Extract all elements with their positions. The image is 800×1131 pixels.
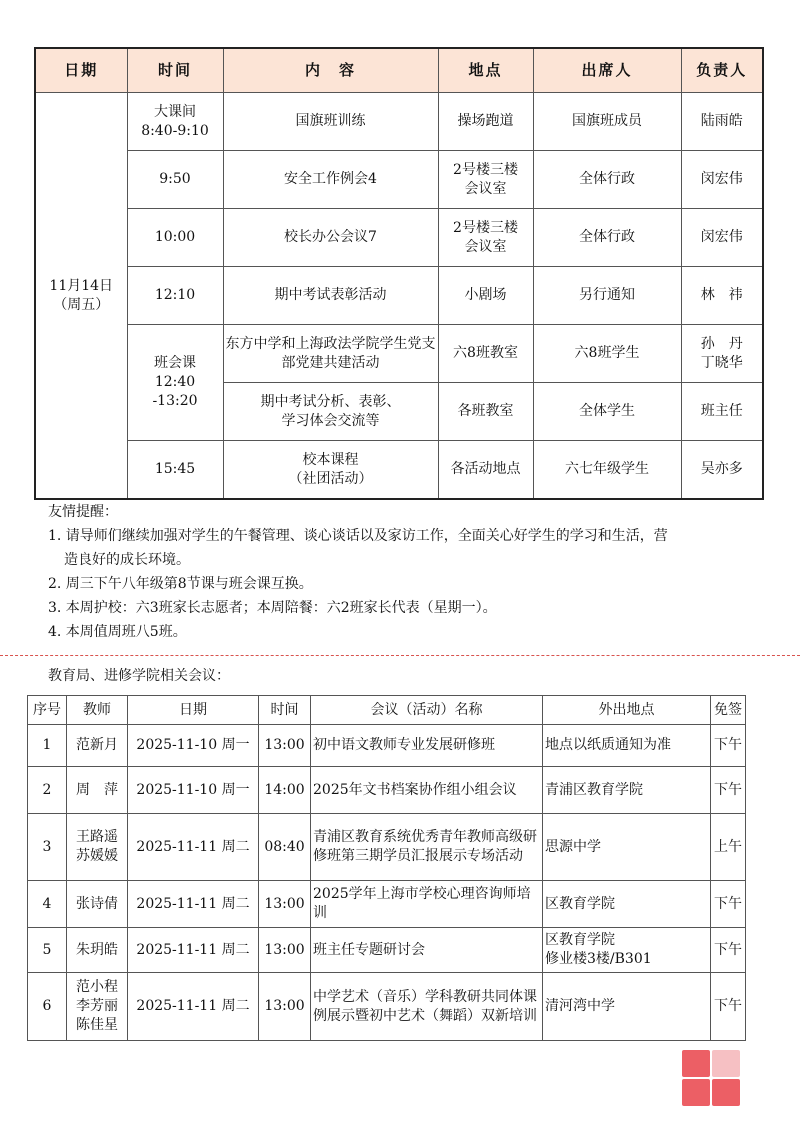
meetings-title: 教育局、进修学院相关会议：: [48, 668, 230, 684]
no-cell: 5: [28, 928, 67, 973]
header-no: 序号: [28, 696, 67, 725]
time-cell: 13:00: [259, 725, 311, 767]
meeting-name-cell: 初中语文教师专业发展研修班: [311, 725, 543, 767]
owner-cell: 陆雨皓: [681, 93, 763, 151]
location-cell: 区教育学院 修业楼3楼/B301: [543, 928, 711, 973]
table-row: [35, 267, 763, 325]
header-attendees: 出席人: [533, 48, 681, 93]
content-cell: 安全工作例会4: [223, 151, 438, 209]
attendees-cell: 国旗班成员: [533, 93, 681, 151]
teacher-cell: 范小程 李芳丽 陈佳星: [67, 973, 128, 1041]
content-cell: 期中考试表彰活动: [223, 267, 438, 325]
time-cell: 15:45: [127, 441, 223, 500]
date-cell: 2025-11-11 周二: [128, 973, 259, 1041]
reminders-title: 友情提醒：: [48, 504, 118, 520]
no-cell: 3: [28, 814, 67, 881]
date-cell: 2025-11-11 周二: [128, 881, 259, 928]
no-cell: 1: [28, 725, 67, 767]
attendees-cell: 六七年级学生: [533, 441, 681, 500]
meeting-name-cell: 2025年文书档案协作组小组会议: [311, 767, 543, 814]
owner-cell: 班主任: [681, 383, 763, 441]
exempt-cell: 下午: [711, 928, 746, 973]
place-cell: 小剧场: [438, 267, 533, 325]
attendees-cell: 六8班学生: [533, 325, 681, 383]
location-cell: 区教育学院: [543, 881, 711, 928]
date-cell: 2025-11-10 周一: [128, 725, 259, 767]
header-content: 内 容: [223, 48, 438, 93]
content-cell: 东方中学和上海政法学院学生党支部党建共建活动: [223, 325, 438, 383]
owner-cell: 闵宏伟: [681, 151, 763, 209]
table-header-row: [35, 48, 763, 93]
content-cell: 校本课程 （社团活动）: [223, 441, 438, 500]
no-cell: 6: [28, 973, 67, 1041]
reminder-item: 1. 请导师们继续加强对学生的午餐管理、谈心谈话以及家访工作，全面关心好学生的学习和生活，营: [48, 528, 668, 544]
owner-cell: 孙 丹 丁晓华: [681, 325, 763, 383]
exempt-cell: 下午: [711, 973, 746, 1041]
weekday-text: （周五）: [53, 296, 110, 313]
attendees-cell: 全体行政: [533, 209, 681, 267]
header-teacher: 教师: [67, 696, 128, 725]
table-header-row: [28, 696, 746, 725]
table-row: [35, 325, 763, 383]
location-cell: 地点以纸质通知为准: [543, 725, 711, 767]
place-cell: 2号楼三楼 会议室: [438, 151, 533, 209]
header-owner: 负责人: [681, 48, 763, 93]
reminder-item: 3. 本周护校：六3班家长志愿者；本周陪餐：六2班家长代表（星期一）。: [48, 600, 497, 616]
date-cell: 2025-11-10 周一: [128, 767, 259, 814]
owner-cell: 闵宏伟: [681, 209, 763, 267]
exempt-cell: 下午: [711, 725, 746, 767]
owner-cell: 吴亦多: [681, 441, 763, 500]
header-exempt: 免签: [711, 696, 746, 725]
table-row: [28, 767, 746, 814]
location-cell: 思源中学: [543, 814, 711, 881]
attendees-cell: 全体行政: [533, 151, 681, 209]
date-text: 11月14日: [49, 277, 114, 294]
meeting-name-cell: 青浦区教育系统优秀青年教师高级研修班第三期学员汇报展示专场活动: [311, 814, 543, 881]
official-seal: [682, 1050, 740, 1106]
attendees-cell: 另行通知: [533, 267, 681, 325]
teacher-cell: 范新月: [67, 725, 128, 767]
location-cell: 青浦区教育学院: [543, 767, 711, 814]
owner-cell: 林 祎: [681, 267, 763, 325]
date-cell: [35, 93, 127, 500]
table-row: [35, 209, 763, 267]
meeting-name-cell: 班主任专题研讨会: [311, 928, 543, 973]
header-location: 外出地点: [543, 696, 711, 725]
content-cell: 期中考试分析、表彰、 学习体会交流等: [223, 383, 438, 441]
teacher-cell: 张诗倩: [67, 881, 128, 928]
time-cell: 9:50: [127, 151, 223, 209]
teacher-cell: 王路遥 苏媛媛: [67, 814, 128, 881]
meeting-name-cell: 2025学年上海市学校心理咨询师培训: [311, 881, 543, 928]
exempt-cell: 上午: [711, 814, 746, 881]
table-row: [28, 881, 746, 928]
time-cell: 班会课 12:40 -13:20: [127, 325, 223, 441]
attendees-cell: 全体学生: [533, 383, 681, 441]
header-time: 时间: [127, 48, 223, 93]
reminders-section: [48, 500, 768, 644]
time-cell: 13:00: [259, 881, 311, 928]
header-date: 日期: [35, 48, 127, 93]
table-row: [28, 973, 746, 1041]
header-place: 地点: [438, 48, 533, 93]
teacher-cell: 周 萍: [67, 767, 128, 814]
header-date: 日期: [128, 696, 259, 725]
table-row: [28, 725, 746, 767]
place-cell: 六8班教室: [438, 325, 533, 383]
reminder-item: 4. 本周值周班八5班。: [48, 624, 187, 640]
content-cell: 国旗班训练: [223, 93, 438, 151]
reminder-item-continued: 造良好的成长环境。: [64, 552, 190, 568]
table-row: [35, 151, 763, 209]
teacher-cell: 朱玥皓: [67, 928, 128, 973]
table-row: [35, 441, 763, 500]
reminder-item: 2. 周三下午八年级第8节课与班会课互换。: [48, 576, 313, 592]
exempt-cell: 下午: [711, 881, 746, 928]
no-cell: 2: [28, 767, 67, 814]
time-cell: 13:00: [259, 928, 311, 973]
meetings-table: [27, 695, 746, 1041]
time-cell: 10:00: [127, 209, 223, 267]
table-row: [28, 814, 746, 881]
meeting-name-cell: 中学艺术（音乐）学科教研共同体课例展示暨初中艺术（舞蹈）双新培训: [311, 973, 543, 1041]
dashed-divider: [0, 655, 800, 656]
table-row: [35, 93, 763, 151]
location-cell: 清河湾中学: [543, 973, 711, 1041]
content-cell: 校长办公会议7: [223, 209, 438, 267]
table-row: [28, 928, 746, 973]
header-time: 时间: [259, 696, 311, 725]
header-meeting-name: 会议（活动）名称: [311, 696, 543, 725]
date-cell: 2025-11-11 周二: [128, 814, 259, 881]
time-cell: 12:10: [127, 267, 223, 325]
exempt-cell: 下午: [711, 767, 746, 814]
time-cell: 14:00: [259, 767, 311, 814]
place-cell: 各活动地点: [438, 441, 533, 500]
time-cell: 08:40: [259, 814, 311, 881]
place-cell: 2号楼三楼 会议室: [438, 209, 533, 267]
place-cell: 操场跑道: [438, 93, 533, 151]
date-cell: 2025-11-11 周二: [128, 928, 259, 973]
time-cell: 13:00: [259, 973, 311, 1041]
weekly-schedule-table: [34, 47, 764, 500]
time-cell: 大课间 8:40-9:10: [127, 93, 223, 151]
place-cell: 各班教室: [438, 383, 533, 441]
no-cell: 4: [28, 881, 67, 928]
